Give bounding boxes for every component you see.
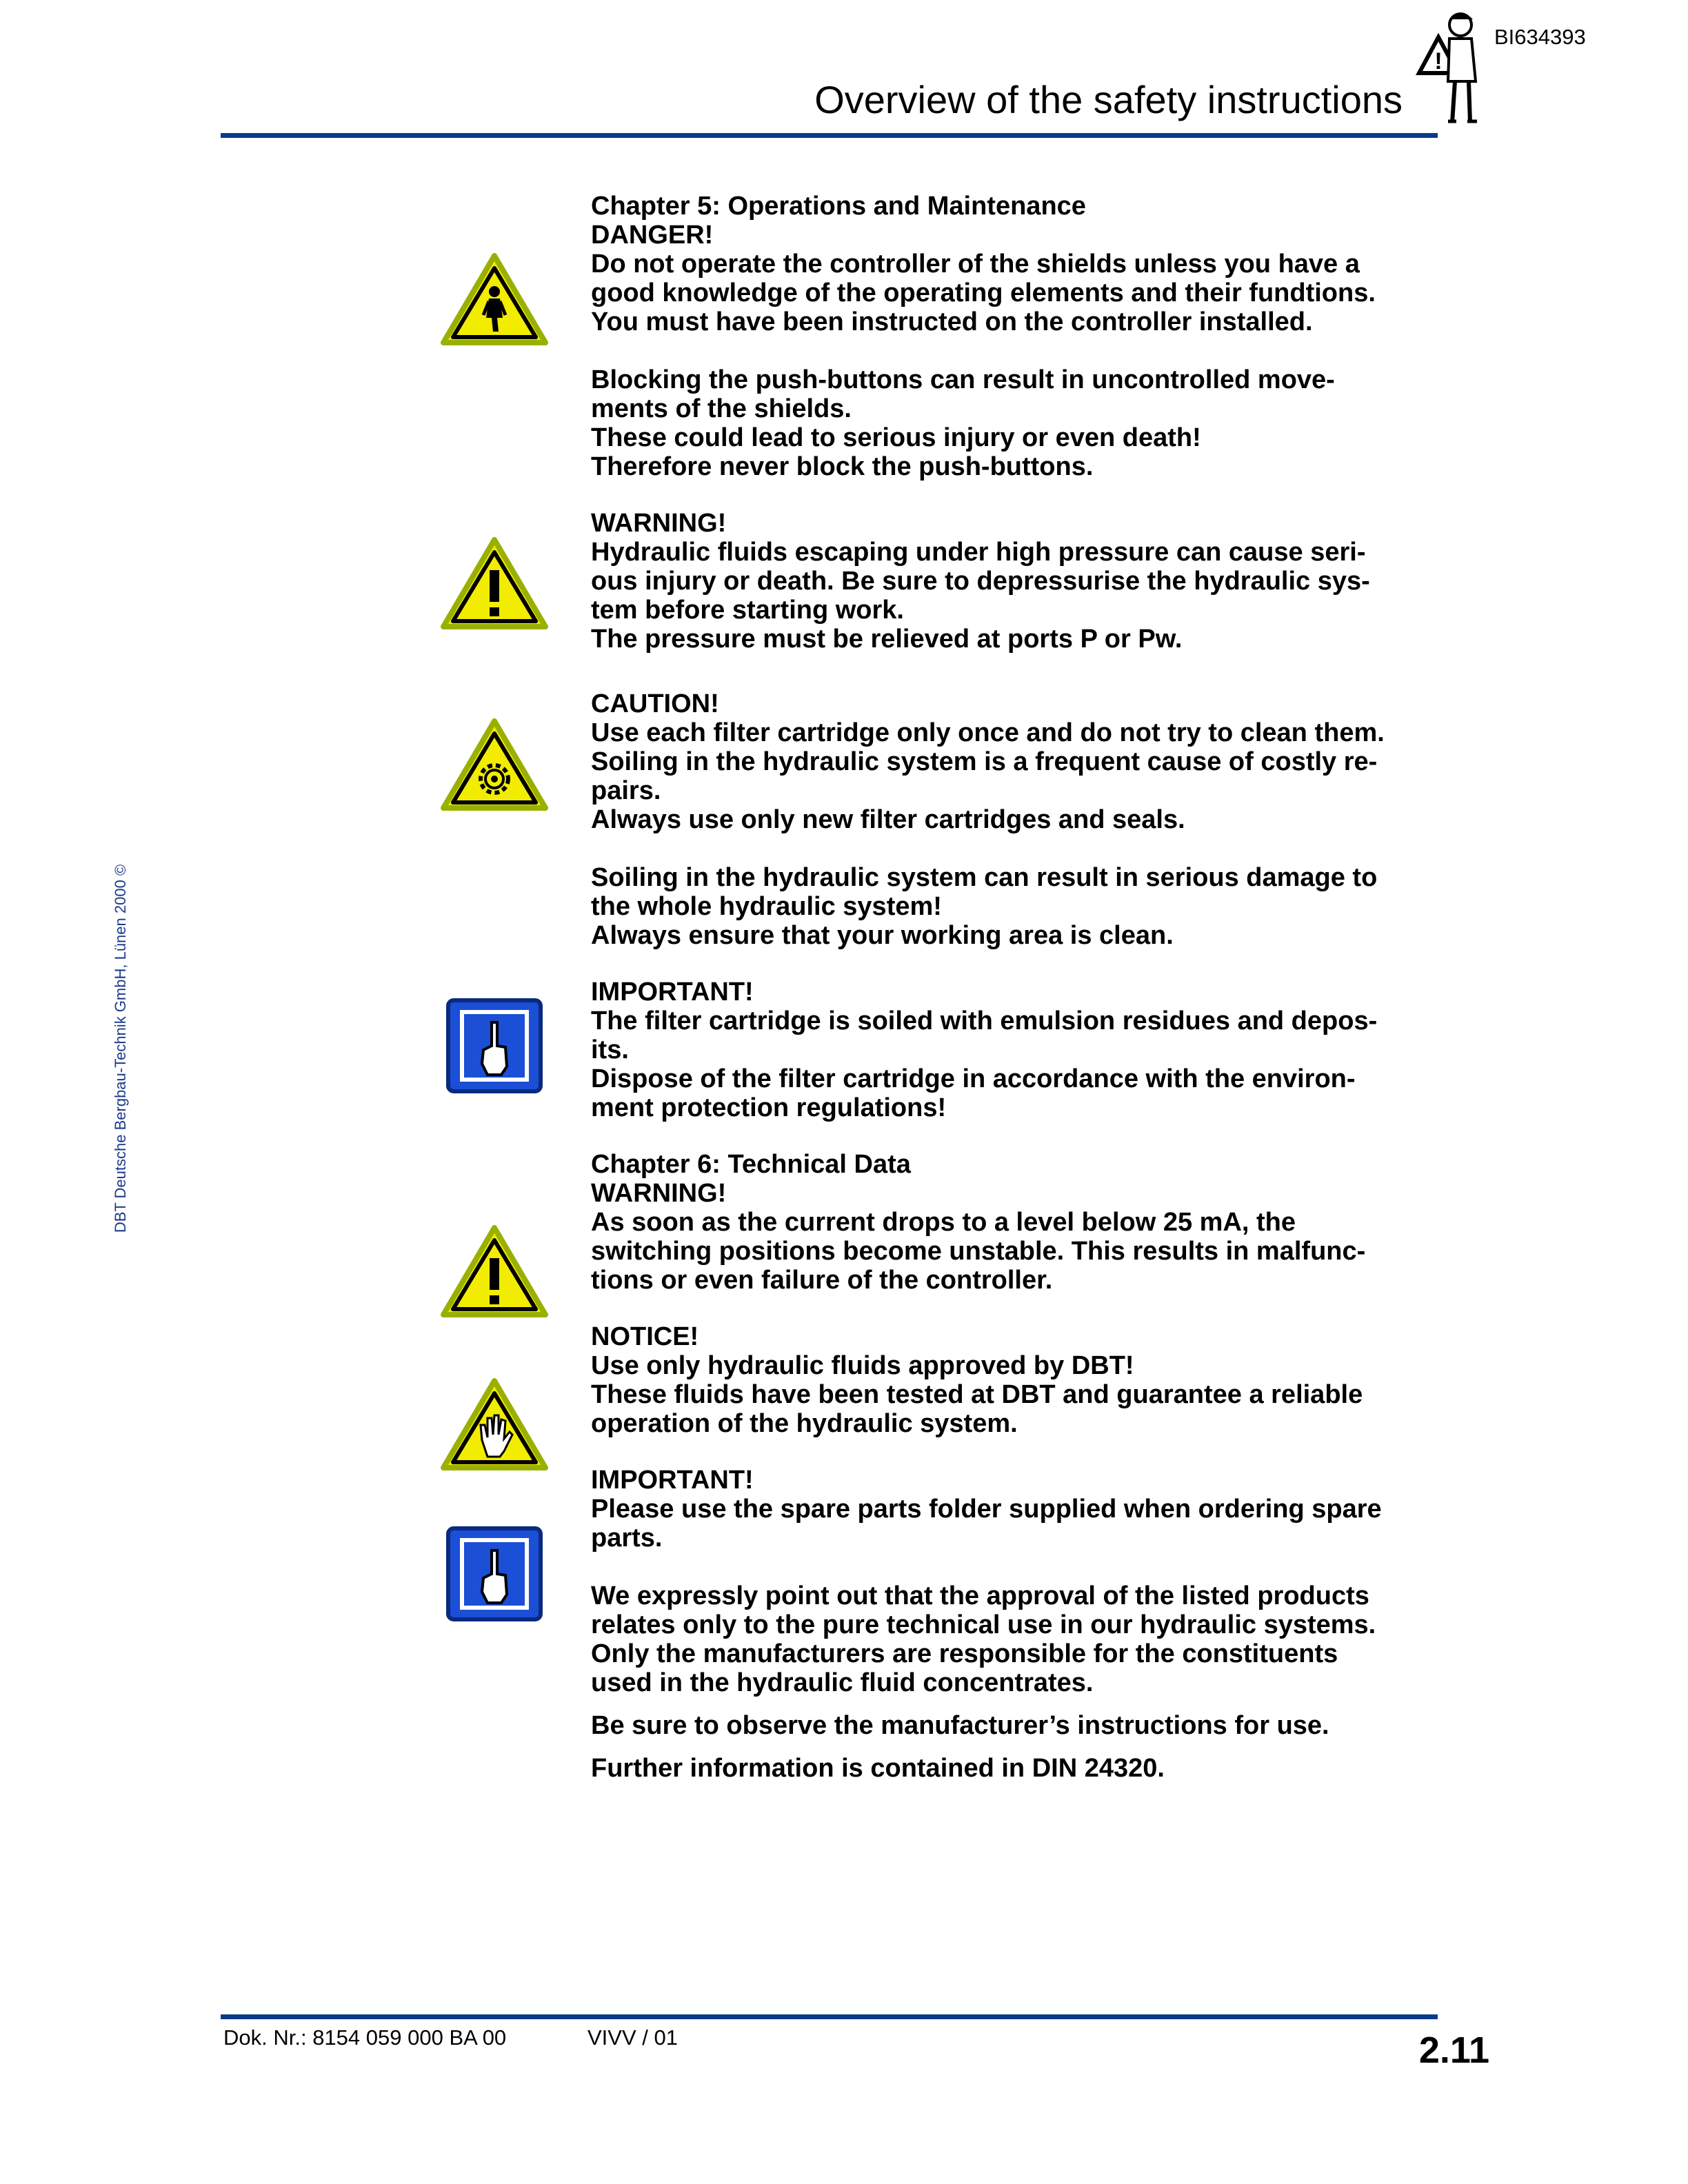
warning-line: As soon as the current drops to a level below 25 mA, the — [591, 1208, 1296, 1237]
caution-line: Always use only new filter cartridges and seals. — [591, 805, 1185, 834]
caution-line: Always ensure that your working area is clean. — [591, 921, 1174, 950]
important-line: parts. — [591, 1524, 663, 1553]
pointing-hand-icon — [439, 1526, 550, 1622]
important-title: IMPORTANT! — [591, 1466, 754, 1495]
important-note — [591, 1466, 1439, 1783]
copyright-notice: DBT Deutsche Bergbau-Technik GmbH, Lünen 2000 © — [112, 864, 129, 1233]
warning-line: The pressure must be relieved at ports P or Pw. — [591, 625, 1183, 654]
caution-title: CAUTION! — [591, 689, 719, 718]
pointing-hand-icon — [439, 998, 550, 1094]
warning-line: tions or even failure of the controller. — [591, 1266, 1053, 1295]
important-line: used in the hydraulic fluid concentrates. — [591, 1668, 1094, 1697]
document-id: BI634393 — [1494, 25, 1586, 49]
notice-line: These fluids have been tested at DBT and guarantee a reliable — [591, 1380, 1363, 1409]
important-title: IMPORTANT! — [591, 978, 754, 1007]
warning-line: Hydraulic fluids escaping under high pressure can cause seri- — [591, 538, 1366, 567]
header-rule — [221, 133, 1438, 138]
important-line: The filter cartridge is soiled with emulsion residues and depos- — [591, 1007, 1378, 1035]
notice-title: NOTICE! — [591, 1322, 699, 1351]
notice-note — [591, 1322, 1439, 1438]
danger-line: good knowledge of the operating elements and their fundtions. — [591, 279, 1376, 307]
important-line: Further information is contained in DIN 24320. — [591, 1754, 1165, 1783]
document-number: Dok. Nr.: 8154 059 000 BA 00 — [223, 2025, 507, 2050]
worker-with-warning-sign-icon — [1414, 4, 1489, 127]
danger-line: ments of the shields. — [591, 394, 852, 423]
important-line: Only the manufacturers are responsible for the constituents — [591, 1639, 1338, 1668]
caution-line: the whole hydraulic system! — [591, 892, 942, 921]
caution-note — [591, 689, 1439, 950]
safety-instructions-content — [591, 192, 1439, 1783]
exclamation-hazard-icon — [439, 536, 550, 632]
danger-line: You must have been instructed on the controller installed. — [591, 307, 1313, 336]
important-line: ment protection regulations! — [591, 1093, 947, 1122]
caution-line: Use each filter cartridge only once and do not try to clean them. — [591, 718, 1385, 747]
gear-hazard-icon — [439, 717, 550, 813]
caution-line: pairs. — [591, 776, 661, 805]
warning-note — [591, 509, 1439, 654]
warning-line: ous injury or death. Be sure to depressurise the hydraulic sys- — [591, 567, 1370, 596]
page-title: Overview of the safety instructions — [814, 78, 1403, 121]
svg-text:!: ! — [1434, 48, 1443, 74]
revision-label: VIVV / 01 — [587, 2025, 678, 2050]
danger-line: Blocking the push-buttons can result in uncontrolled move- — [591, 365, 1335, 394]
important-line: relates only to the pure technical use in our hydraulic systems. — [591, 1610, 1376, 1639]
important-note — [591, 978, 1439, 1122]
danger-line: These could lead to serious injury or even death! — [591, 423, 1201, 452]
chapter-5-heading: Chapter 5: Operations and Maintenance — [591, 192, 1086, 221]
warning-line: tem before starting work. — [591, 596, 904, 625]
danger-title: DANGER! — [591, 221, 714, 250]
warning-title: WARNING! — [591, 1179, 727, 1208]
danger-line: Do not operate the controller of the shields unless you have a — [591, 250, 1360, 279]
footer-rule — [221, 2014, 1438, 2019]
warning-line: switching positions become unstable. This results in malfunc- — [591, 1237, 1366, 1266]
caution-line: Soiling in the hydraulic system can result in serious damage to — [591, 863, 1378, 892]
important-line: We expressly point out that the approval of the listed products — [591, 1581, 1369, 1610]
important-line: its. — [591, 1035, 629, 1064]
page-number: 2.11 — [1418, 2030, 1489, 2071]
important-line: Please use the spare parts folder supplied when ordering spare — [591, 1495, 1382, 1524]
important-line: Dispose of the filter cartridge in accordance with the environ- — [591, 1064, 1356, 1093]
person-hazard-icon — [439, 252, 550, 348]
chapter-6-heading: Chapter 6: Technical Data — [591, 1150, 911, 1179]
warning-note — [591, 1179, 1439, 1295]
warning-title: WARNING! — [591, 509, 727, 538]
hand-hazard-icon — [439, 1377, 550, 1473]
danger-line: Therefore never block the push-buttons. — [591, 452, 1094, 481]
exclamation-hazard-icon — [439, 1224, 550, 1320]
notice-line: operation of the hydraulic system. — [591, 1409, 1018, 1438]
caution-line: Soiling in the hydraulic system is a frequent cause of costly re- — [591, 747, 1378, 776]
notice-line: Use only hydraulic fluids approved by DBT! — [591, 1351, 1134, 1380]
danger-note — [591, 221, 1439, 481]
important-line: Be sure to observe the manufacturer’s instructions for use. — [591, 1711, 1329, 1740]
